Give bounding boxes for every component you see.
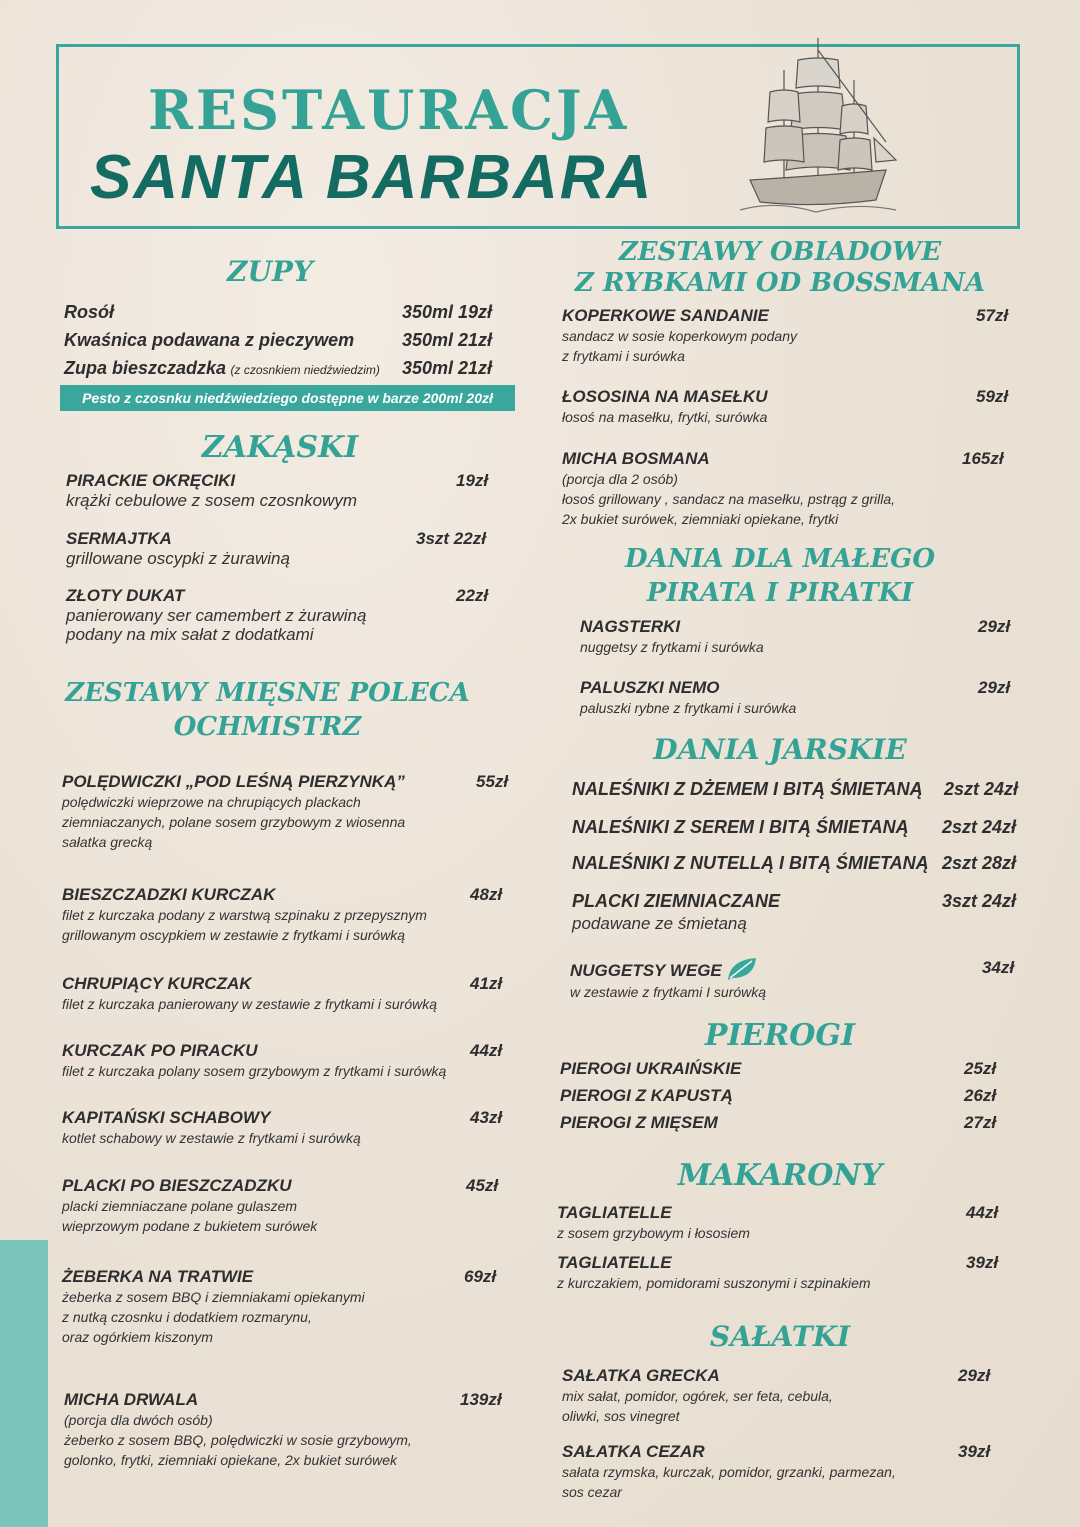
item-desc: golonko, frytki, ziemniaki opiekane, 2x bukiet surówek [64,1452,398,1468]
menu-item-meat-8 [64,1390,412,1470]
item-price: 57zł [976,306,1009,325]
item-desc: łosoś grillowany , sandacz na masełku, pstrąg z grilla, [562,491,896,507]
item-desc: filet z kurczaka polany sosem grzybowym z frytkami i surówką [62,1063,447,1079]
menu-item-veg-3 [572,853,929,874]
menu-item-meat-5 [62,1108,361,1148]
item-name: ŻEBERKA NA TRATWIE [62,1267,254,1286]
menu-item-fish-1 [562,306,797,366]
item-desc: żeberko z sosem BBQ, polędwiczki w sosie grzybowym, [64,1432,412,1448]
menu-item-meat-2 [62,885,427,945]
menu-item-kids-2 [580,678,796,718]
item-price: 59zł [976,387,1009,406]
item-desc: sałata rzymska, kurczak, pomidor, grzanki, parmezan, [562,1464,896,1480]
item-desc: sandacz w sosie koperkowym podany [562,328,798,344]
item-desc: 2x bukiet surówek, ziemniaki opiekane, frytki [562,511,839,527]
item-name: NALEŚNIKI Z SEREM I BITĄ ŚMIETANĄ [572,817,909,837]
item-price: 2szt 24zł [942,817,1017,837]
item-note: (z czosnkiem niedźwiedzim) [230,363,380,377]
item-name: CHRUPIĄCY KURCZAK [62,974,252,993]
item-desc: paluszki rybne z frytkami i surówka [580,700,797,716]
menu-item-dumpling-1 [560,1059,741,1079]
section-title-kids-2: PIRATA I PIRATKI [646,578,914,608]
menu-item-veg-4 [572,891,780,936]
menu-item-veg-5 [570,956,766,1002]
item-name: NUGGETSY WEGE [570,961,722,980]
item-name: PLACKI ZIEMNIACZANE [572,891,780,911]
item-name: KURCZAK PO PIRACKU [62,1041,258,1060]
menu-item-soup-3 [64,358,380,379]
item-name: PLACKI PO BIESZCZADZKU [62,1176,292,1195]
menu-item-pasta-2 [557,1253,871,1293]
item-desc: kotlet schabowy w zestawie z frytkami i surówką [62,1130,361,1146]
menu-item-soup-2 [64,330,354,351]
menu-item-fish-2 [562,387,768,427]
item-price: 19zł [456,471,489,490]
item-name: MICHA BOSMANA [562,449,710,468]
item-desc: grillowane oscypki z żurawiną [66,549,290,568]
item-desc: (porcja dla dwóch osób) [64,1412,213,1428]
item-desc: oraz ogórkiem kiszonym [62,1329,213,1345]
menu-item-salad-1 [562,1366,833,1426]
item-price: 44zł [470,1041,503,1060]
menu-item-salad-2 [562,1442,896,1502]
item-price: 29zł [978,617,1011,636]
item-price: 2szt 28zł [942,853,1017,873]
item-desc: filet z kurczaka panierowany w zestawie z frytkami i surówką [62,996,438,1012]
item-name: PIRACKIE OKRĘCIKI [66,471,236,490]
menu-item-veg-1 [572,779,923,800]
item-desc: ziemniaczanych, polane sosem grzybowym z wiosenna [62,814,406,830]
item-name: KOPERKOWE SANDANIE [562,306,769,325]
item-price: 41zł [470,974,503,993]
item-desc: z frytkami i surówka [562,348,685,364]
menu-item-meat-1 [62,772,405,852]
menu-item-dumpling-3 [560,1113,718,1133]
item-price: 39zł [966,1253,999,1272]
section-title-soups: ZUPY [227,255,313,288]
section-title-pasta: MAKARONY [677,1158,883,1193]
menu-item-veg-2 [572,817,909,838]
section-title-starters: ZAKĄSKI [201,430,359,465]
item-desc: (porcja dla 2 osób) [562,471,678,487]
item-name: SERMAJTKA [66,529,172,548]
item-price: 350ml 21zł [402,358,493,378]
section-title-kids-1: DANIA DLA MAŁEGO [624,544,935,574]
section-title-meat-1: ZESTAWY MIĘSNE POLECA [65,678,470,708]
ship-icon [736,30,901,220]
section-title-dumplings: PIEROGI [704,1018,856,1053]
item-desc: grillowanym oscypkiem w zestawie z frytkami i surówką [62,927,406,943]
item-price: 55zł [476,772,509,791]
item-price: 165zł [962,449,1004,468]
item-desc: oliwki, sos vinegret [562,1408,680,1424]
menu-item-starter-3 [66,586,366,644]
item-name: SAŁATKA GRECKA [562,1366,720,1385]
menu-item-dumpling-2 [560,1086,733,1106]
item-desc: łosoś na masełku, frytki, surówka [562,409,768,425]
item-name: PIEROGI UKRAIŃSKIE [560,1059,742,1078]
restaurant-name: SANTA BARBARA [90,143,654,212]
item-price: 3szt 22zł [416,529,486,548]
item-desc: placki ziemniaczane polane gulaszem [62,1198,298,1214]
item-price: 22zł [456,586,489,605]
item-desc: krążki cebulowe z sosem czosnkowym [66,491,357,510]
pesto-banner: Pesto z czosnku niedźwiedziego dostępne w barze 200ml 20zł [60,385,515,411]
section-title-salads: SAŁATKI [709,1320,851,1353]
item-name: Zupa bieszczadzka [64,358,227,378]
item-name: NAGSTERKI [580,617,681,636]
item-desc: z sosem grzybowym i łososiem [557,1225,750,1241]
item-desc: z nutką czosnku i dodatkiem rozmarynu, [62,1309,312,1325]
restaurant-label: RESTAURACJA [148,78,630,142]
item-price: 45zł [466,1176,499,1195]
item-price: 29zł [958,1366,991,1385]
item-price: 139zł [460,1390,502,1409]
item-name: Kwaśnica podawana z pieczywem [64,330,355,350]
item-name: SAŁATKA CEZAR [562,1442,705,1461]
item-name: BIESZCZADZKI KURCZAK [62,885,276,904]
item-name: Rosół [64,302,115,322]
item-desc: polędwiczki wieprzowe na chrupiących plackach [62,794,361,810]
menu-item-soup-1 [64,302,114,323]
menu-item-starter-2 [66,529,290,568]
item-price: 34zł [982,958,1015,977]
item-price: 26zł [964,1086,997,1105]
item-price: 25zł [964,1059,997,1078]
item-name: POLĘDWICZKI „POD LEŚNĄ PIERZYNKĄ” [62,772,405,791]
section-title-fish-2: Z RYBKAMI OD BOSSMANA [574,268,986,298]
item-desc: żeberka z sosem BBQ i ziemniakami opiekanymi [62,1289,365,1305]
item-name: TAGLIATELLE [557,1203,672,1222]
item-name: ZŁOTY DUKAT [66,586,185,605]
item-price: 2szt 24zł [944,779,1019,799]
item-name: MICHA DRWALA [64,1390,199,1409]
item-name: PIEROGI Z MIĘSEM [560,1113,718,1132]
item-name: NALEŚNIKI Z DŻEMEM I BITĄ ŚMIETANĄ [572,779,923,799]
item-price: 39zł [958,1442,991,1461]
menu-item-meat-6 [62,1176,317,1236]
item-name: PIEROGI Z KAPUSTĄ [560,1086,733,1105]
item-price: 44zł [966,1203,999,1222]
item-name: TAGLIATELLE [557,1253,672,1272]
item-desc: panierowany ser camembert z żurawiną [66,606,367,625]
item-desc: podany na mix sałat z dodatkami [66,625,314,644]
item-price: 350ml 21zł [402,330,493,350]
item-price: 3szt 24zł [942,891,1017,911]
item-desc: z kurczakiem, pomidorami suszonymi i szpinakiem [557,1275,871,1291]
menu-item-meat-3 [62,974,437,1014]
item-desc: w zestawie z frytkami I surówką [570,984,767,1000]
section-title-fish-1: ZESTAWY OBIADOWE [618,237,942,267]
section-title-veg: DANIA JARSKIE [653,733,907,766]
item-price: 29zł [978,678,1011,697]
item-desc: filet z kurczaka podany z warstwą szpinaku z przepysznym [62,907,427,923]
section-title-meat-2: OCHMISTRZ [173,712,362,742]
menu-item-kids-1 [580,617,764,657]
item-price: 27zł [964,1113,997,1132]
item-desc: mix sałat, pomidor, ogórek, ser feta, cebula, [562,1388,833,1404]
item-price: 43zł [470,1108,503,1127]
item-name: ŁOSOSINA NA MASEŁKU [562,387,768,406]
item-price: 69zł [464,1267,497,1286]
menu-item-pasta-1 [557,1203,750,1243]
item-price: 48zł [470,885,503,904]
decor-sidebar [0,1240,48,1527]
item-desc: sos cezar [562,1484,622,1500]
item-desc: nuggetsy z frytkami i surówka [580,639,764,655]
item-desc: podawane ze śmietaną [572,914,747,933]
item-name: PALUSZKI NEMO [580,678,720,697]
item-desc: wieprzowym podane z bukietem surówek [62,1218,318,1234]
menu-item-meat-4 [62,1041,446,1081]
item-price: 350ml 19zł [402,302,493,322]
menu-item-meat-7 [62,1267,365,1347]
item-desc: sałatka grecką [62,834,153,850]
leaf-icon [726,956,758,982]
menu-item-fish-3 [562,449,895,529]
menu-item-starter-1 [66,471,357,510]
item-name: KAPITAŃSKI SCHABOWY [62,1108,271,1127]
item-name: NALEŚNIKI Z NUTELLĄ I BITĄ ŚMIETANĄ [572,853,929,873]
